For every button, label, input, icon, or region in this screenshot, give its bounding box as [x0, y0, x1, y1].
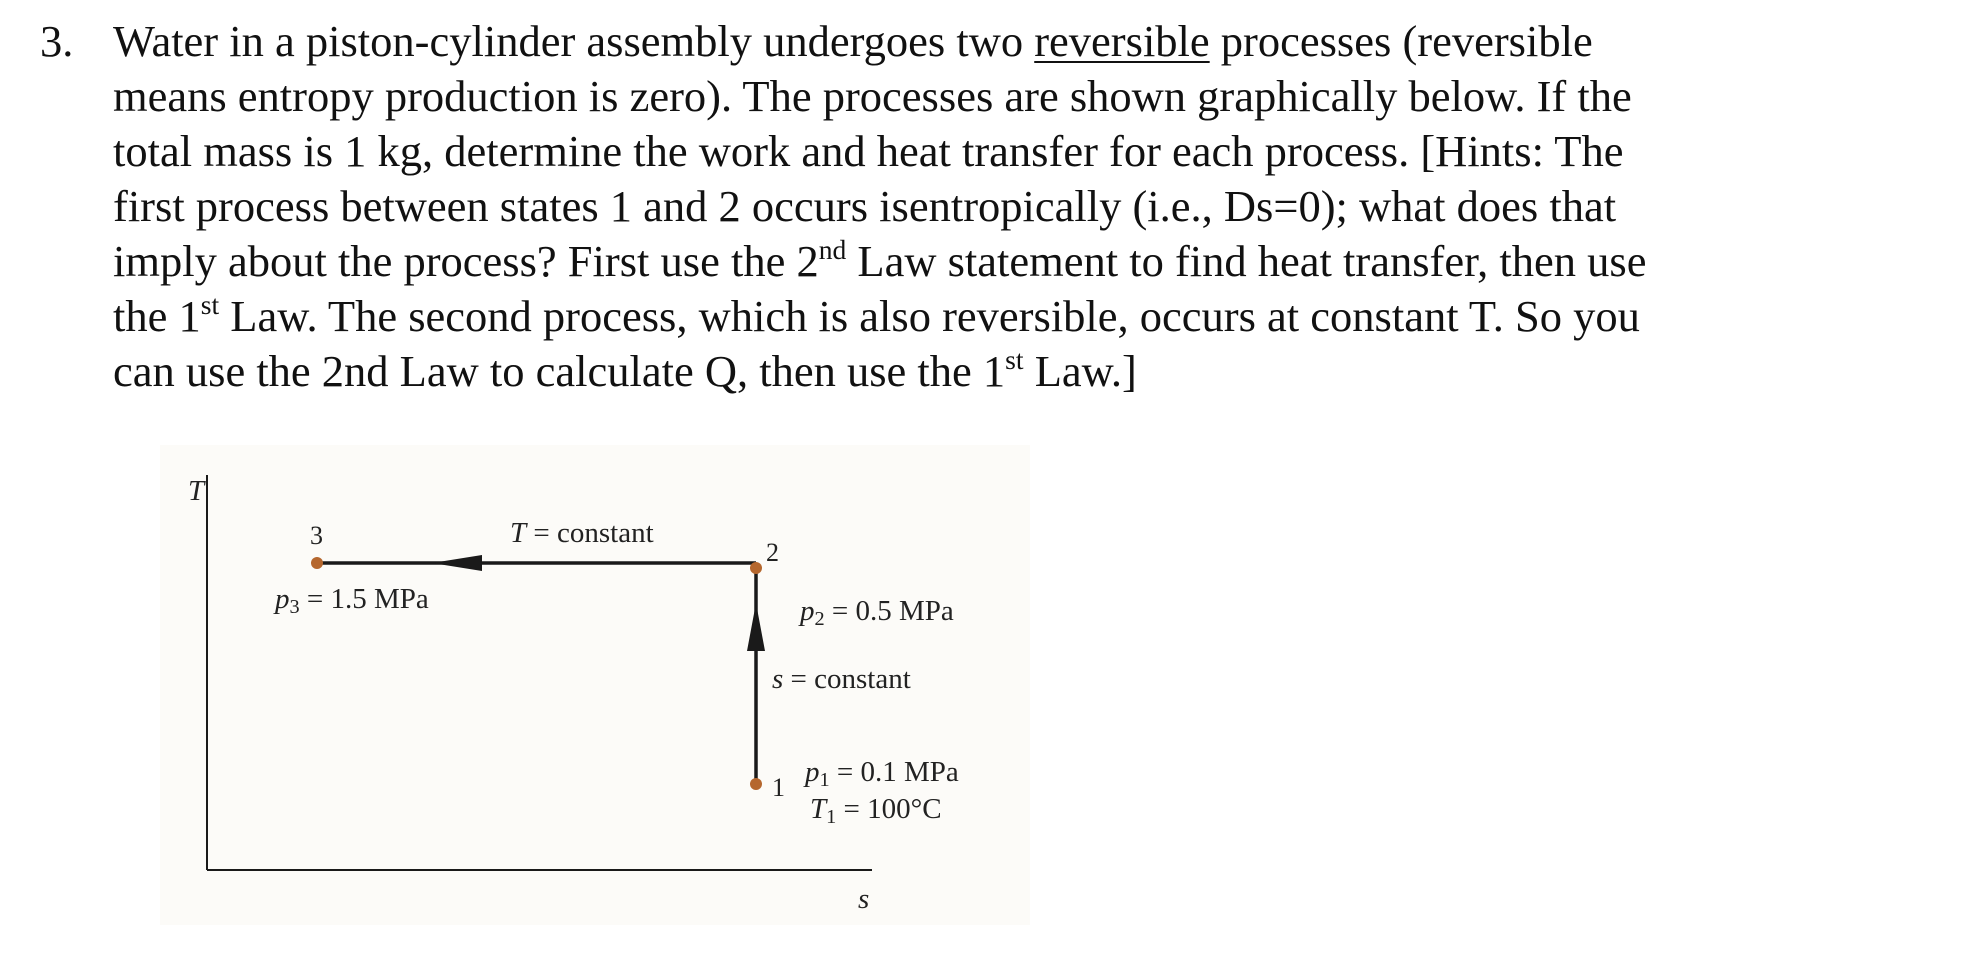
- process-1-2-symbol: s: [772, 663, 784, 695]
- state-1-point: [750, 778, 762, 790]
- problem-line-1: [113, 14, 1943, 69]
- x-axis-label: s: [858, 883, 870, 915]
- problem-number: 3.: [40, 16, 74, 66]
- line7-end: Law.]: [1023, 346, 1137, 396]
- state-3-point: [311, 557, 323, 569]
- problem-line-6: [113, 289, 1943, 344]
- state-2-pressure: [800, 597, 954, 629]
- state-2-point: [750, 562, 762, 574]
- line5-superscript: nd: [818, 233, 847, 265]
- line7-start: can use the 2nd Law to calculate Q, then use the 1: [113, 346, 1006, 396]
- line1-start: Water in a piston-cylinder assembly undergoes two: [113, 16, 1035, 66]
- problem-text: [113, 14, 1943, 399]
- problem-line-2: means entropy production is zero). The processes are shown graphically below. If the: [113, 71, 1632, 121]
- line6-start: the 1: [113, 291, 201, 341]
- state-2-pressure-symbol: p: [800, 595, 815, 627]
- problem-line-7: [113, 344, 1943, 399]
- process-1-2-text: = constant: [783, 663, 911, 695]
- process-2-3-text: = constant: [526, 517, 654, 549]
- state-3-pressure-sub: 3: [289, 596, 300, 619]
- process-2-3-arrow: [432, 555, 482, 571]
- state-1-pressure-symbol: p: [805, 756, 820, 788]
- line6-end: Law. The second process, which is also reversible, occurs at constant T. So you: [219, 291, 1640, 341]
- state-1-pressure-sub: 1: [819, 769, 830, 792]
- state-2-label: 2: [766, 538, 779, 567]
- reversible-underlined: reversible: [1034, 16, 1210, 66]
- problem-line-4: first process between states 1 and 2 occurs isentropically (i.e., Ds=0); what does that: [113, 181, 1617, 231]
- process-1-2-label: [772, 665, 911, 694]
- process-2-3-symbol: T: [510, 517, 527, 549]
- process-1-2-arrow: [747, 603, 765, 651]
- state-2-pressure-sub: 2: [814, 608, 825, 631]
- state-3-label: 3: [310, 521, 323, 550]
- state-2-pressure-value: = 0.5 MPa: [824, 595, 954, 627]
- state-1-temperature: [810, 795, 942, 827]
- problem-line-3: total mass is 1 kg, determine the work and heat transfer for each process. [Hints: The: [113, 126, 1624, 176]
- state-1-temp-value: = 100°C: [836, 793, 942, 825]
- state-3-pressure: [275, 585, 429, 617]
- problem-line-5: [113, 234, 1943, 289]
- y-axis-label: T: [188, 475, 205, 507]
- state-1-temp-sub: 1: [826, 806, 837, 829]
- ts-diagram: [160, 445, 1030, 925]
- state-1-label: 1: [772, 773, 785, 802]
- line5-end: Law statement to find heat transfer, then use: [846, 236, 1647, 286]
- line7-superscript: st: [1005, 343, 1024, 375]
- line6-superscript: st: [200, 288, 220, 320]
- state-3-pressure-symbol: p: [275, 583, 290, 615]
- line5-start: imply about the process? First use the 2: [113, 236, 819, 286]
- state-3-pressure-value: = 1.5 MPa: [299, 583, 429, 615]
- line1-end: processes (reversible: [1209, 16, 1593, 66]
- state-1-pressure: [805, 758, 959, 790]
- state-1-pressure-value: = 0.1 MPa: [829, 756, 959, 788]
- state-1-temp-symbol: T: [810, 793, 827, 825]
- process-2-3-label: [510, 519, 654, 548]
